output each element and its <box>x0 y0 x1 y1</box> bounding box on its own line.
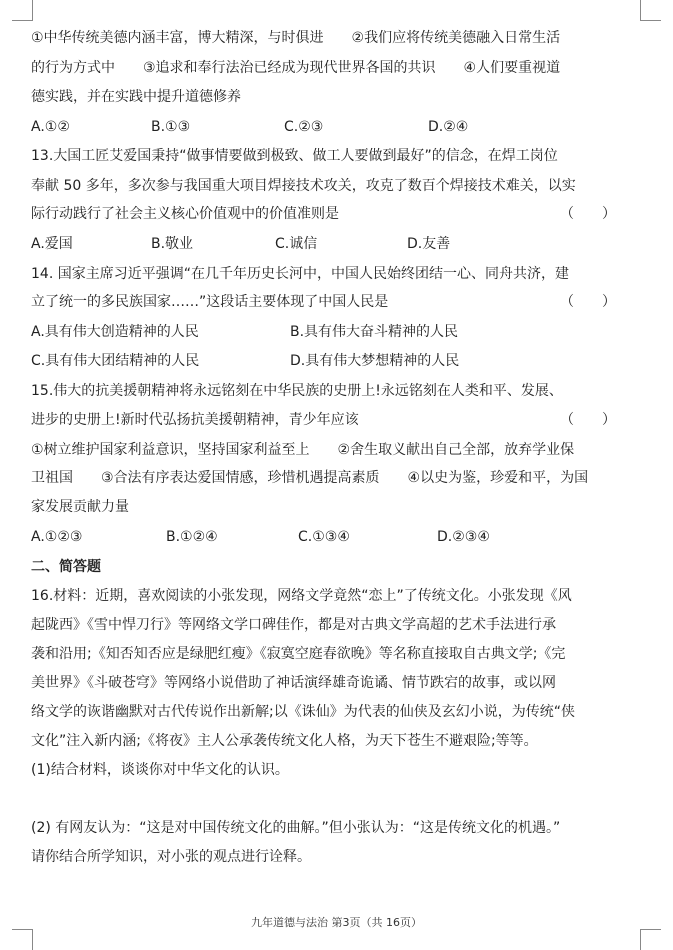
q13-option-c: C.诚信 <box>275 236 318 252</box>
q16-material-line-1: 16.材料：近期，喜欢阅读的小张发现，网络文学竟然“恋上”了传统文化。小张发现《风 <box>31 588 572 604</box>
q14-option-a: A.具有伟大创造精神的人民 <box>31 324 199 340</box>
q15-statement-line-2: 卫祖国 ③合法有序表达爱国情感，珍惜机遇提高素质 ④以史为鉴，珍爱和平，为国 <box>31 470 589 486</box>
section-heading-short-answer: 二、简答题 <box>31 559 101 575</box>
q15-option-a: A.①②③ <box>31 529 83 545</box>
q15-option-c: C.①③④ <box>298 529 350 545</box>
q14-stem-line-1: 14. 国家主席习近平强调“在几千年历史长河中，中国人民始终团结一心、同舟共济，建 <box>31 266 569 282</box>
q15-stem-line-1: 15.伟大的抗美援朝精神将永远铭刻在中华民族的史册上!永远铭刻在人类和平、发展、 <box>31 383 563 399</box>
q15-statement-line-1: ①树立维护国家利益意识，坚持国家利益至上 ②舍生取义献出自己全部，放弃学业保 <box>31 442 575 458</box>
q16-subquestion-2-line-2: 请你结合所学知识，对小张的观点进行诠释。 <box>31 849 311 865</box>
q14-option-d: D.具有伟大梦想精神的人民 <box>290 353 460 369</box>
q14-option-c: C.具有伟大团结精神的人民 <box>31 353 200 369</box>
q13-stem-line-2: 奉献 50 多年，多次参与我国重大项目焊接技术攻关，攻克了数百个焊接技术难关，以实 <box>31 178 576 194</box>
q14-stem-line-2: 立了统一的多民族国家……”这段话主要体现了中国人民是 <box>31 294 389 310</box>
q13-answer-bracket: （ ） <box>560 206 616 222</box>
q13-option-a: A.爱国 <box>31 236 73 252</box>
crop-mark-top-left <box>12 0 33 21</box>
q16-material-line-2: 起陇西》《雪中悍刀行》等网络文学口碑佳作，都是对古典文学高超的艺术手法进行承 <box>31 617 556 633</box>
q15-option-b: B.①②④ <box>166 529 218 545</box>
q15-stem-line-2: 进步的史册上!新时代弘扬抗美援朝精神，青少年应该 <box>31 412 359 428</box>
q12-statement-line-2: 的行为方式中 ③追求和奉行法治已经成为现代世界各国的共识 ④人们要重视道 <box>31 60 561 76</box>
q16-material-line-6: 文化”注入新内涵;《将夜》主人公承袭传统文化人格，为天下苍生不避艰险;等等。 <box>31 733 538 749</box>
q16-subquestion-1: (1)结合材料，谈谈你对中华文化的认识。 <box>31 762 289 778</box>
q16-material-line-3: 袭和沿用;《知否知否应是绿肥红瘦》《寂寞空庭春欲晚》等名称直接取自古典文学;《完 <box>31 646 566 662</box>
q15-option-d: D.②③④ <box>437 529 490 545</box>
q12-option-d: D.②④ <box>428 119 469 135</box>
q13-option-b: B.敬业 <box>151 236 194 252</box>
q15-answer-bracket: （ ） <box>560 412 616 428</box>
page-footer: 九年道德与法治 第3页（共 16页） <box>251 916 422 929</box>
q16-material-line-5: 络文学的诙谐幽默对古代传说作出新解;以《诛仙》为代表的仙侠及玄幻小说，为传统“侠 <box>31 704 575 720</box>
crop-mark-bottom-left <box>12 929 33 950</box>
q13-option-d: D.友善 <box>407 236 451 252</box>
q15-statement-line-3: 家发展贡献力量 <box>31 499 129 515</box>
q13-stem-line-3: 际行动践行了社会主义核心价值观中的价值准则是 <box>31 206 339 222</box>
q12-option-a: A.①② <box>31 119 70 135</box>
q12-option-b: B.①③ <box>151 119 191 135</box>
q16-subquestion-2-line-1: (2) 有网友认为：“这是对中国传统文化的曲解。”但小张认为：“这是传统文化的机遇。” <box>31 820 561 836</box>
q14-answer-bracket: （ ） <box>560 294 616 310</box>
crop-mark-bottom-right <box>640 929 661 950</box>
crop-mark-top-right <box>640 0 661 21</box>
q12-option-c: C.②③ <box>284 119 324 135</box>
q12-statement-line-1: ①中华传统美德内涵丰富，博大精深，与时俱进 ②我们应将传统美德融入日常生活 <box>31 30 561 46</box>
q16-material-line-4: 美世界》《斗破苍穹》等网络小说借助了神话演绎雄奇诡谲、情节跌宕的故事，或以网 <box>31 675 556 691</box>
q14-option-b: B.具有伟大奋斗精神的人民 <box>290 324 459 340</box>
q13-stem-line-1: 13.大国工匠艾爱国秉持“做事情要做到极致、做工人要做到最好”的信念，在焊工岗位 <box>31 148 558 164</box>
q12-statement-line-3: 德实践，并在实践中提升道德修养 <box>31 89 241 105</box>
